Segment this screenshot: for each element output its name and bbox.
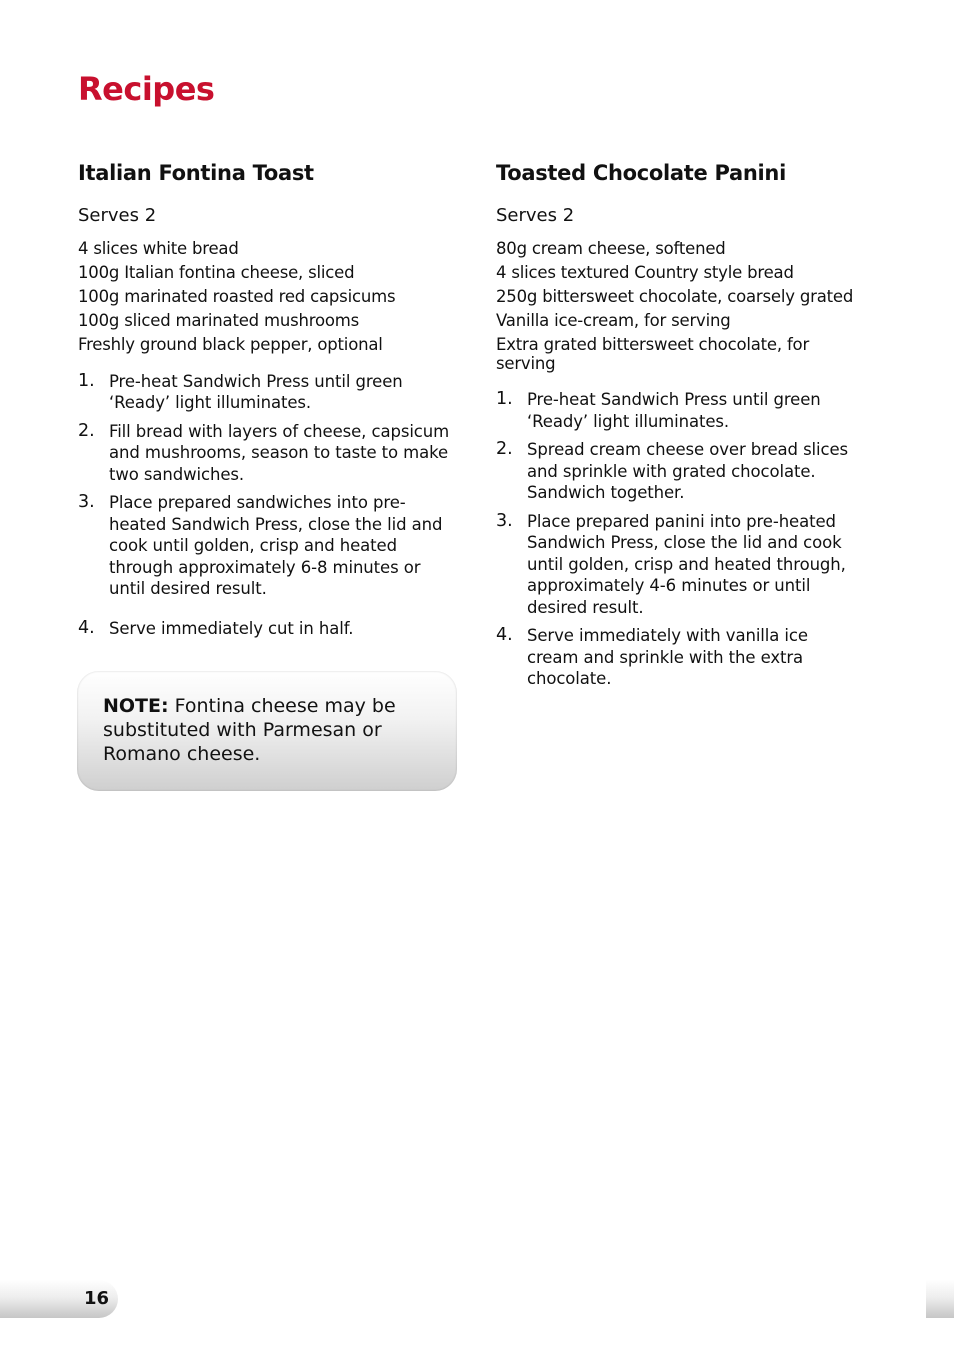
page-title: Recipes xyxy=(78,70,215,108)
ingredient-item: 100g sliced marinated mushrooms xyxy=(78,311,360,330)
ingredient-list xyxy=(496,240,858,373)
method-step xyxy=(496,625,858,690)
ingredient-item: 250g bittersweet chocolate, coarsely grated xyxy=(496,287,854,306)
method-step xyxy=(78,618,456,640)
step-number: 2. xyxy=(496,439,513,459)
step-text: Place prepared sandwiches into pre-heated Sandwich Press, close the lid and cook until golden, crisp and heated through approximately 6-8 minutes or until desired result. xyxy=(109,493,443,598)
recipe-title: Toasted Chocolate Panini xyxy=(496,161,786,185)
ingredient-item: 4 slices textured Country style bread xyxy=(496,263,794,282)
note-box xyxy=(77,671,457,791)
step-number: 3. xyxy=(496,510,513,531)
note-body: Fontina cheese may be substituted with Parmesan or Romano cheese. xyxy=(103,695,396,765)
step-text: Spread cream cheese over bread slices and sprinkle with grated chocolate. Sandwich together. xyxy=(527,440,849,502)
page-number: 16 xyxy=(84,1288,110,1309)
step-text: Pre-heat Sandwich Press until green ‘Ready’ light illuminates. xyxy=(527,390,821,431)
step-number: 1. xyxy=(78,370,95,391)
ingredient-item: 100g Italian fontina cheese, sliced xyxy=(78,263,355,282)
method-step xyxy=(78,371,456,414)
ingredient-item: Freshly ground black pepper, optional xyxy=(78,335,383,354)
ingredient-list xyxy=(78,240,456,355)
page-number-tab xyxy=(0,1280,118,1318)
method-steps xyxy=(78,371,456,640)
ingredient-item: 4 slices white bread xyxy=(78,239,239,258)
ingredient-item: 100g marinated roasted red capsicums xyxy=(78,287,396,306)
ingredient-item: Extra grated bittersweet chocolate, for serving xyxy=(496,335,810,373)
step-text: Pre-heat Sandwich Press until green ‘Ready’ light illuminates. xyxy=(109,371,403,412)
step-text: Serve immediately cut in half. xyxy=(109,618,354,638)
step-number: 4. xyxy=(496,625,513,645)
step-text: Place prepared panini into pre-heated Sandwich Press, close the lid and cook until golden, crisp and heated through, approximately 4-6 minutes or until desired result. xyxy=(527,511,846,617)
step-number: 2. xyxy=(78,420,95,441)
recipe-toasted-chocolate-panini xyxy=(496,160,858,697)
step-text: Fill bread with layers of cheese, capsicum and mushrooms, season to taste to make two sandwiches. xyxy=(109,421,450,484)
serves-label: Serves 2 xyxy=(78,205,157,226)
step-number: 3. xyxy=(78,492,95,512)
method-step xyxy=(78,421,456,486)
method-steps xyxy=(496,389,858,690)
edge-tab xyxy=(926,1280,954,1318)
method-step xyxy=(496,511,858,619)
note-text xyxy=(103,694,431,766)
step-text: Serve immediately with vanilla ice cream and sprinkle with the extra chocolate. xyxy=(527,626,808,688)
serves-label: Serves 2 xyxy=(496,205,575,226)
ingredient-item: 80g cream cheese, softened xyxy=(496,239,726,258)
method-step xyxy=(78,492,456,600)
note-label: NOTE: xyxy=(103,695,169,717)
method-step xyxy=(496,439,858,504)
recipe-italian-fontina-toast xyxy=(78,160,456,646)
ingredient-item: Vanilla ice-cream, for serving xyxy=(496,311,731,330)
recipe-title: Italian Fontina Toast xyxy=(78,161,314,185)
step-number: 4. xyxy=(78,617,95,638)
method-step xyxy=(496,389,858,432)
step-number: 1. xyxy=(496,389,513,409)
